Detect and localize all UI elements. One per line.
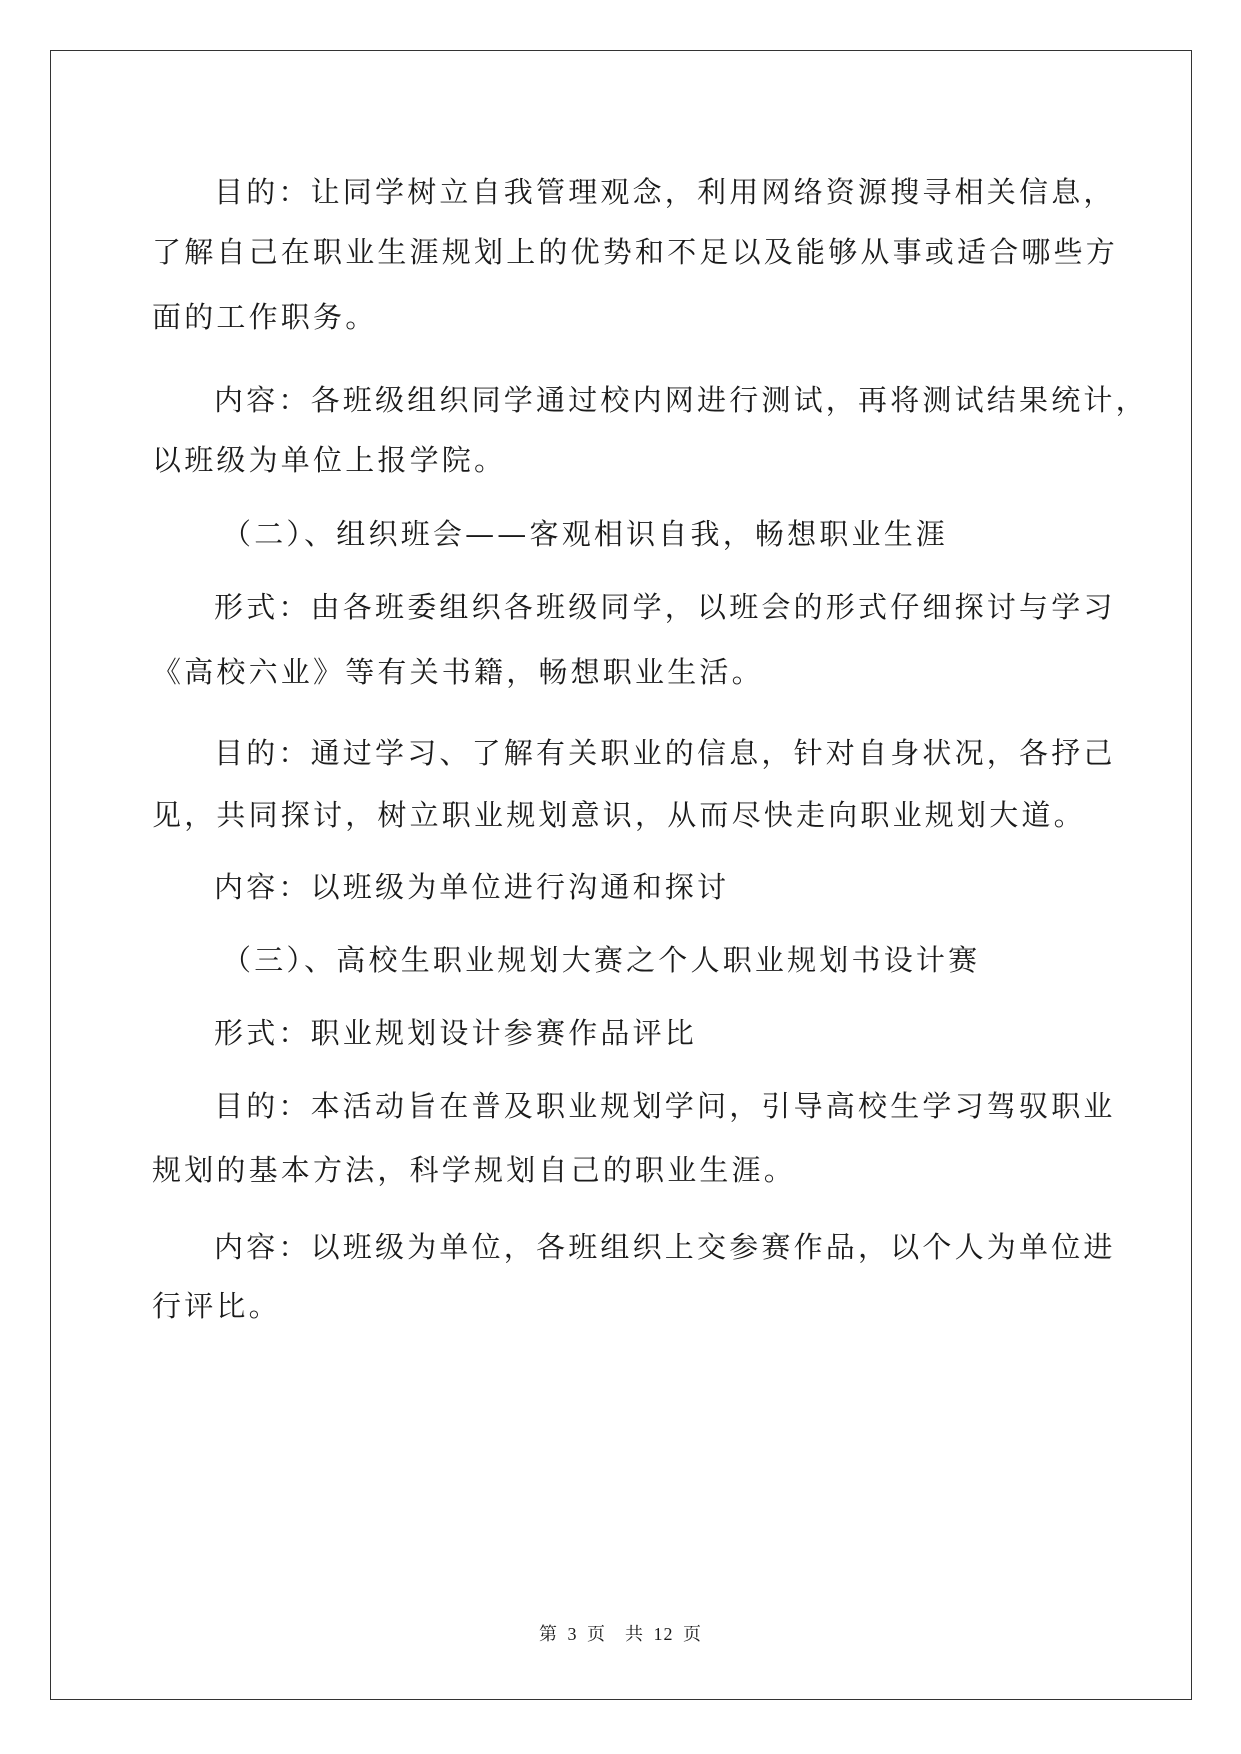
paragraph-line: 形式：职业规划设计参赛作品评比 — [214, 1016, 698, 1050]
paragraph-line: 规划的基本方法，科学规划自己的职业生涯。 — [152, 1153, 797, 1187]
paragraph-line: 目的：让同学树立自我管理观念，利用网络资源搜寻相关信息， — [214, 175, 1116, 209]
paragraph-line: 面的工作职务。 — [152, 300, 378, 334]
paragraph-line: 内容：各班级组织同学通过校内网进行测试，再将测试结果统计， — [214, 383, 1148, 417]
paragraph-line: 内容：以班级为单位，各班组织上交参赛作品，以个人为单位进 — [214, 1230, 1116, 1264]
page-number-footer: 第 3 页 共 12 页 — [539, 1624, 702, 1644]
paragraph-line: 《高校六业》等有关书籍，畅想职业生活。 — [152, 655, 764, 689]
section-heading: （三）、高校生职业规划大赛之个人职业规划书设计赛 — [222, 943, 981, 977]
paragraph-line: 目的：本活动旨在普及职业规划学问，引导高校生学习驾驭职业 — [214, 1089, 1116, 1123]
paragraph-line: 了解自己在职业生涯规划上的优势和不足以及能够从事或适合哪些方 — [152, 235, 1119, 269]
paragraph-line: 见，共同探讨，树立职业规划意识，从而尽快走向职业规划大道。 — [152, 798, 1086, 832]
paragraph-line: 以班级为单位上报学院。 — [152, 443, 507, 477]
paragraph-line: 内容：以班级为单位进行沟通和探讨 — [214, 870, 730, 904]
paragraph-line: 形式：由各班委组织各班级同学，以班会的形式仔细探讨与学习 — [214, 590, 1116, 624]
paragraph-line: 行评比。 — [152, 1289, 281, 1323]
section-heading: （二）、组织班会——客观相识自我，畅想职业生涯 — [222, 517, 949, 551]
paragraph-line: 目的：通过学习、了解有关职业的信息，针对自身状况，各抒己 — [214, 736, 1116, 770]
